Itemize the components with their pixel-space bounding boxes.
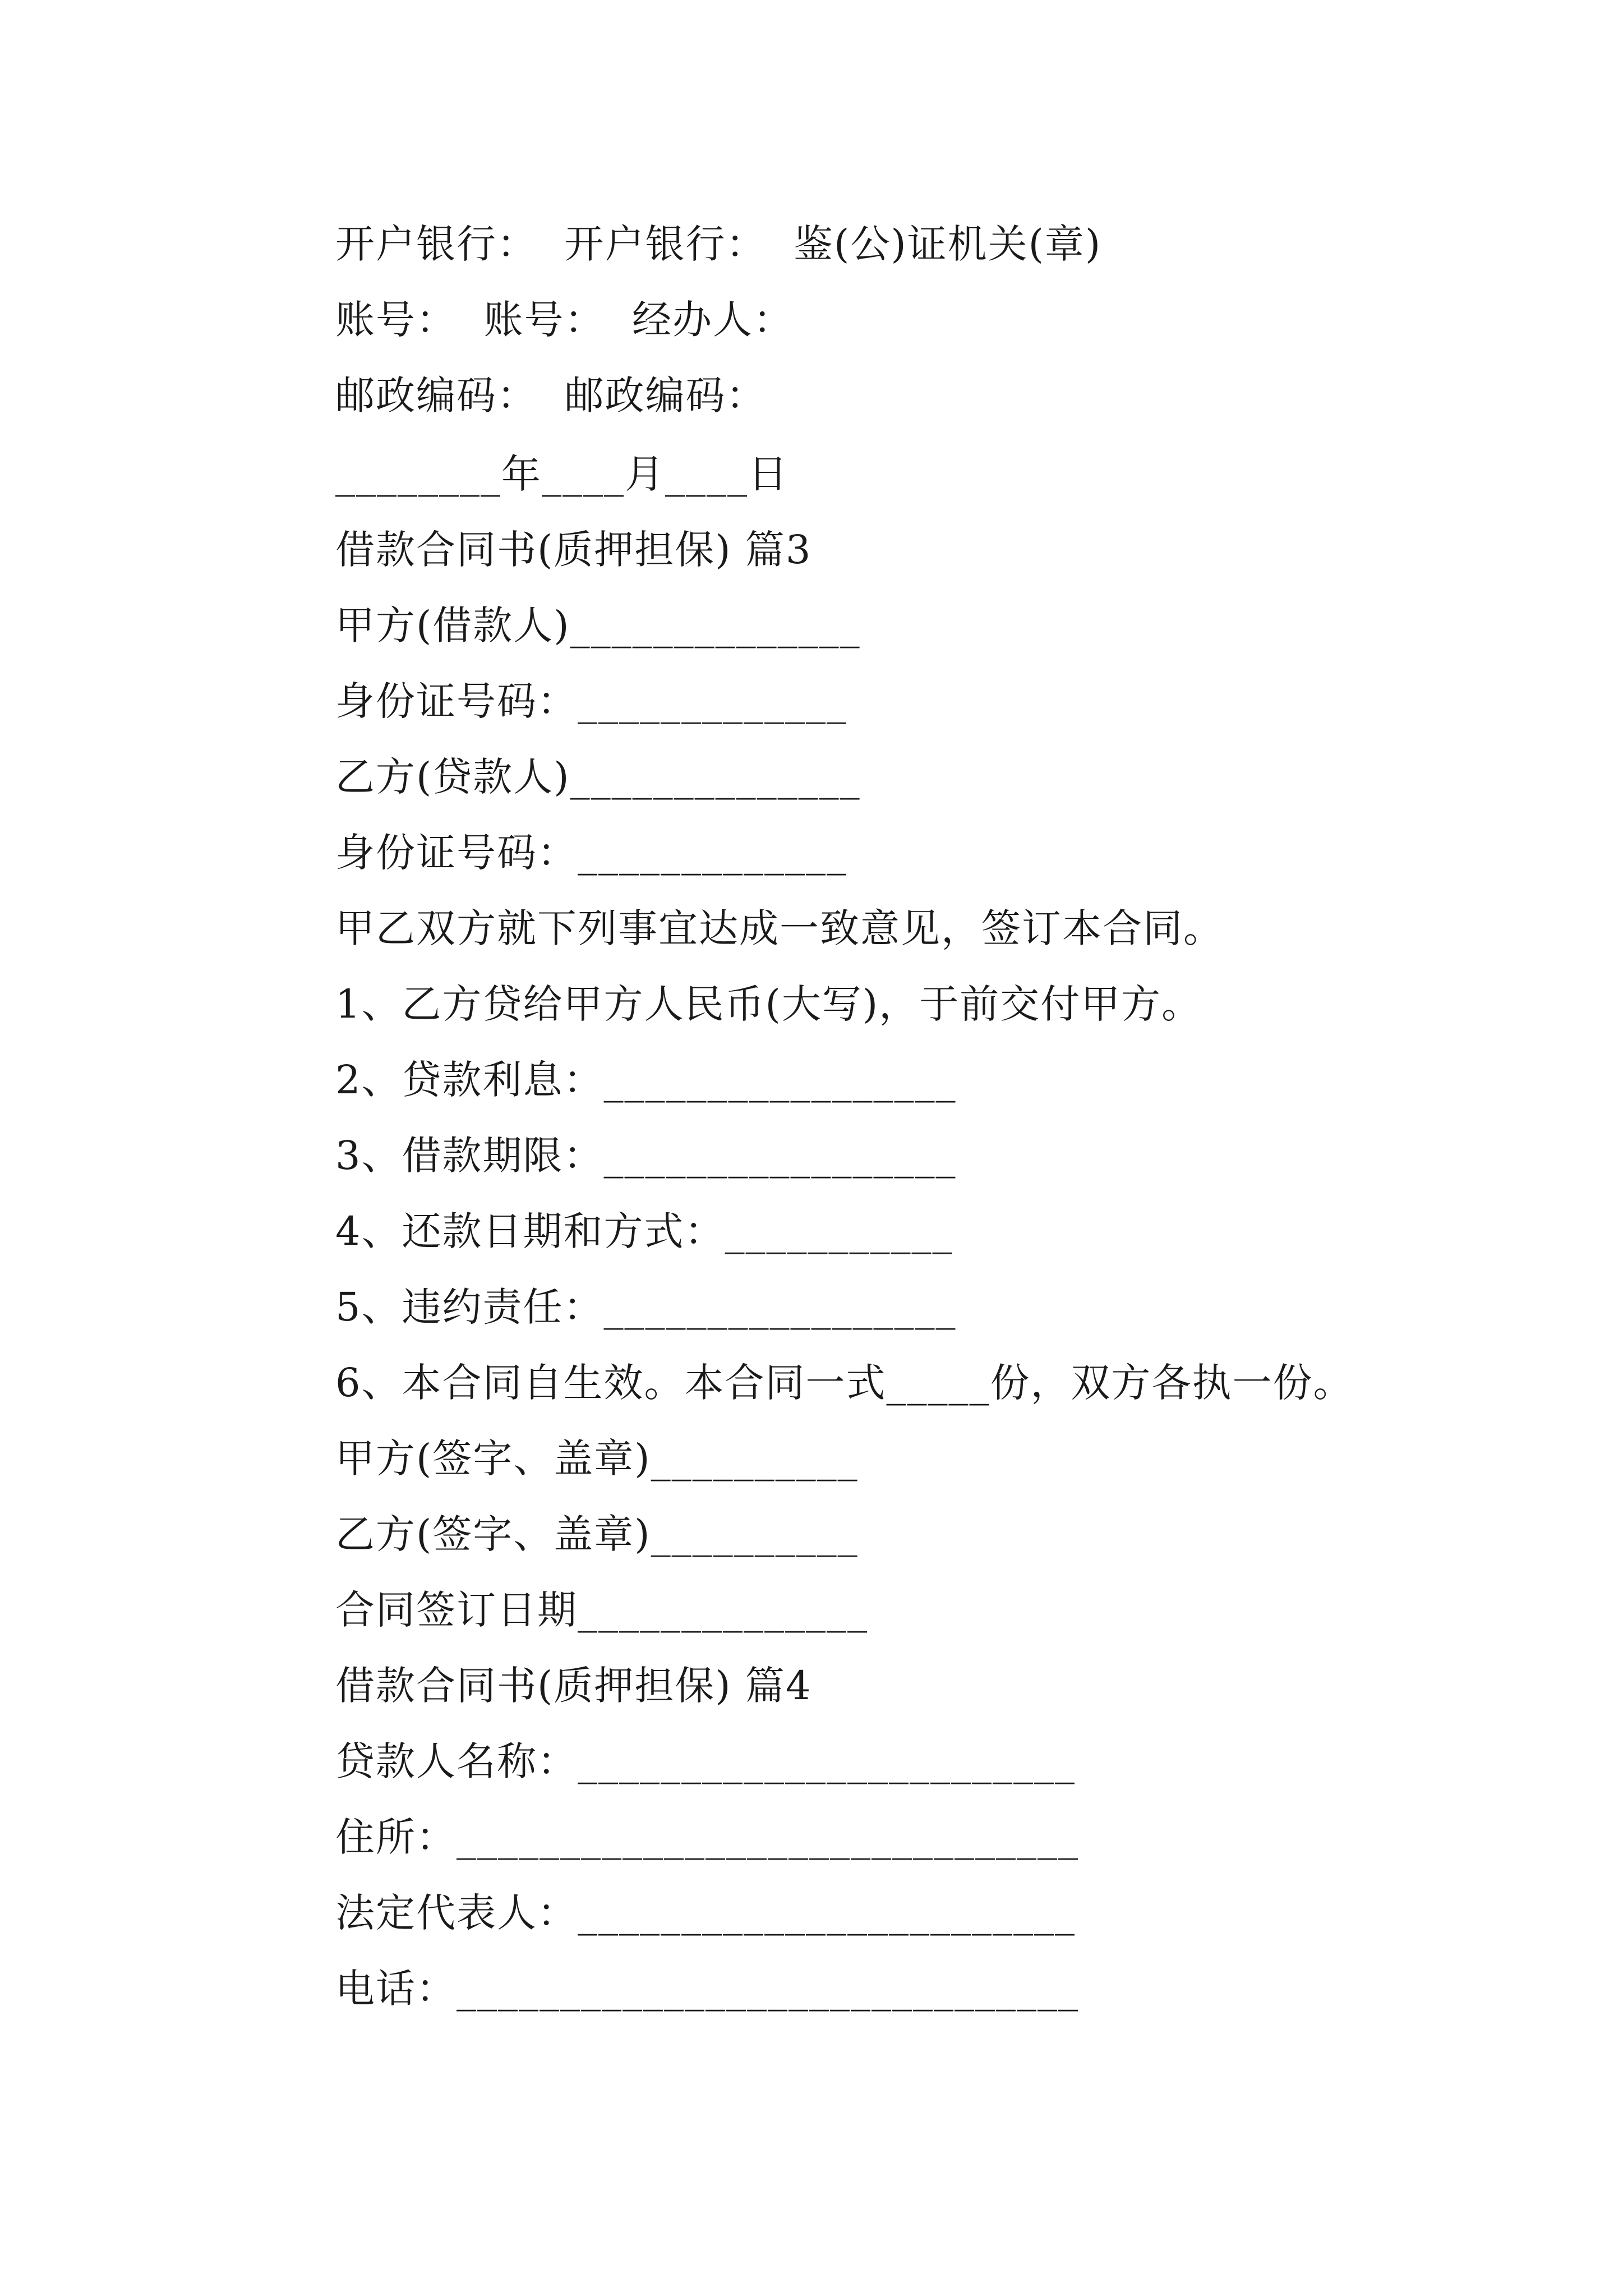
text-line-agreement: 甲乙双方就下列事宜达成一致意见，签订本合同。: [335, 905, 1224, 951]
text-line-bank-info: 开户银行： 开户银行： 鉴(公)证机关(章): [335, 221, 1102, 267]
clause-1: 1、乙方贷给甲方人民币(大写)，于前交付甲方。: [335, 981, 1202, 1027]
text-line-party-b: 乙方(贷款人)______________: [335, 754, 861, 800]
section-title-3: 借款合同书(质押担保) 篇3: [335, 527, 812, 573]
clause-5: 5、违约责任：_________________: [335, 1284, 957, 1330]
text-line-date: ________年____月____日: [335, 451, 789, 497]
text-line-account: 账号： 账号： 经办人：: [335, 297, 794, 343]
clause-2: 2、贷款利息：_________________: [335, 1057, 957, 1103]
text-line-phone: 电话：______________________________: [335, 1966, 1079, 2012]
text-line-legal-rep: 法定代表人：________________________: [335, 1890, 1076, 1936]
clause-6: 6、本合同自生效。本合同一式_____份，双方各执一份。: [335, 1360, 1354, 1406]
text-line-id-b: 身份证号码：_____________: [335, 830, 847, 876]
text-line-lender-name: 贷款人名称：________________________: [335, 1738, 1076, 1784]
text-line-postal-code: 邮政编码： 邮政编码：: [335, 372, 767, 418]
text-line-sign-date: 合同签订日期______________: [335, 1587, 868, 1633]
text-line-address: 住所：______________________________: [335, 1814, 1079, 1860]
text-line-sign-a: 甲方(签字、盖章)__________: [335, 1435, 859, 1481]
clause-4: 4、还款日期和方式：___________: [335, 1208, 953, 1254]
clause-3: 3、借款期限：_________________: [335, 1133, 957, 1179]
section-title-4: 借款合同书(质押担保) 篇4: [335, 1663, 812, 1709]
text-line-sign-b: 乙方(签字、盖章)__________: [335, 1511, 859, 1557]
text-line-id-a: 身份证号码：_____________: [335, 678, 847, 724]
text-line-party-a: 甲方(借款人)______________: [335, 602, 861, 648]
